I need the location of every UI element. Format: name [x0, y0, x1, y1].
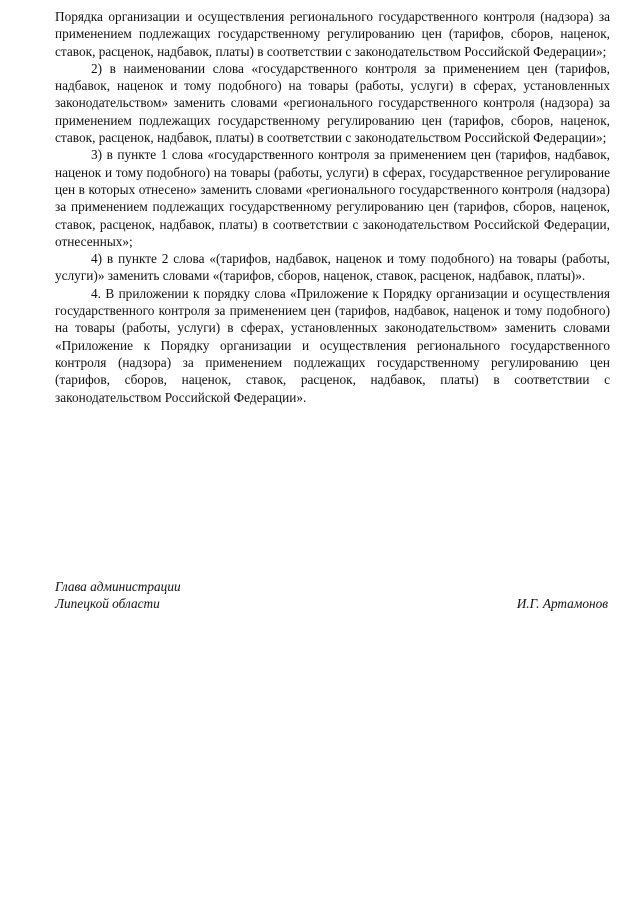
signature-block — [55, 578, 610, 613]
signatory-title-line-1: Глава администрации — [55, 579, 181, 594]
paragraph-section-4: 4. В приложении к порядку слова «Приложение к Порядку организации и осуществления государственного контроля за применением цен (тарифов, надбавок, наценок и тому подобного) на товары (работы, услуги) в сферах, установленных законодательством» заменить словами «Приложение к Порядку организации и осуществления регионального государственного контроля (надзора) за применением подлежащих государственному регулированию цен (тарифов, сборов, наценок, ставок, расценок, надбавок, платы) в соответствии с законодательством Российской Федерации». — [55, 285, 610, 405]
paragraph-continuation: Порядка организации и осуществления регионального государственного контроля (надзора) за применением подлежащих государственному регулированию цен (тарифов, сборов, наценок, ставок, расценок, надбавок, платы) в соответствии с законодательством Российской Федерации»; — [55, 9, 610, 59]
paragraph-item-3: 3) в пункте 1 слова «государственного контроля за применением цен (тарифов, надбавок, наценок и тому подобного) на товары (работы, услуги) в сферах, государственное регулирование цен в которых отнесено» заменить словами «регионального государственного контроля (надзора) за применением подлежащих государственному регулированию цен (тарифов, сборов, наценок, ставок, расценок, надбавок, платы) в соответствии с законодательством Российской Федерации, отнесенных»; — [55, 147, 610, 249]
signature-row — [55, 595, 610, 612]
signatory-name: И.Г. Артамонов — [516, 596, 608, 612]
signatory-title-line-2: Липецкой области — [55, 596, 160, 612]
paragraph-item-4: 4) в пункте 2 слова «(тарифов, надбавок, наценок и тому подобного) на товары (работы, услуги)» заменить словами «(тарифов, сборов, наценок, ставок, расценок, надбавок, платы)». — [55, 251, 610, 284]
document-body — [55, 8, 610, 406]
paragraph-item-2: 2) в наименовании слова «государственного контроля за применением цен (тарифов, надбавок, наценок и тому подобного) на товары (работы, услуги) в сферах, установленных законодательством» заменить словами «регионального государственного контроля (надзора) за применением подлежащих государственному регулированию цен (тарифов, сборов, наценок, ставок, расценок, надбавок, платы) в соответствии с законодательством Российской Федерации»; — [55, 60, 610, 146]
